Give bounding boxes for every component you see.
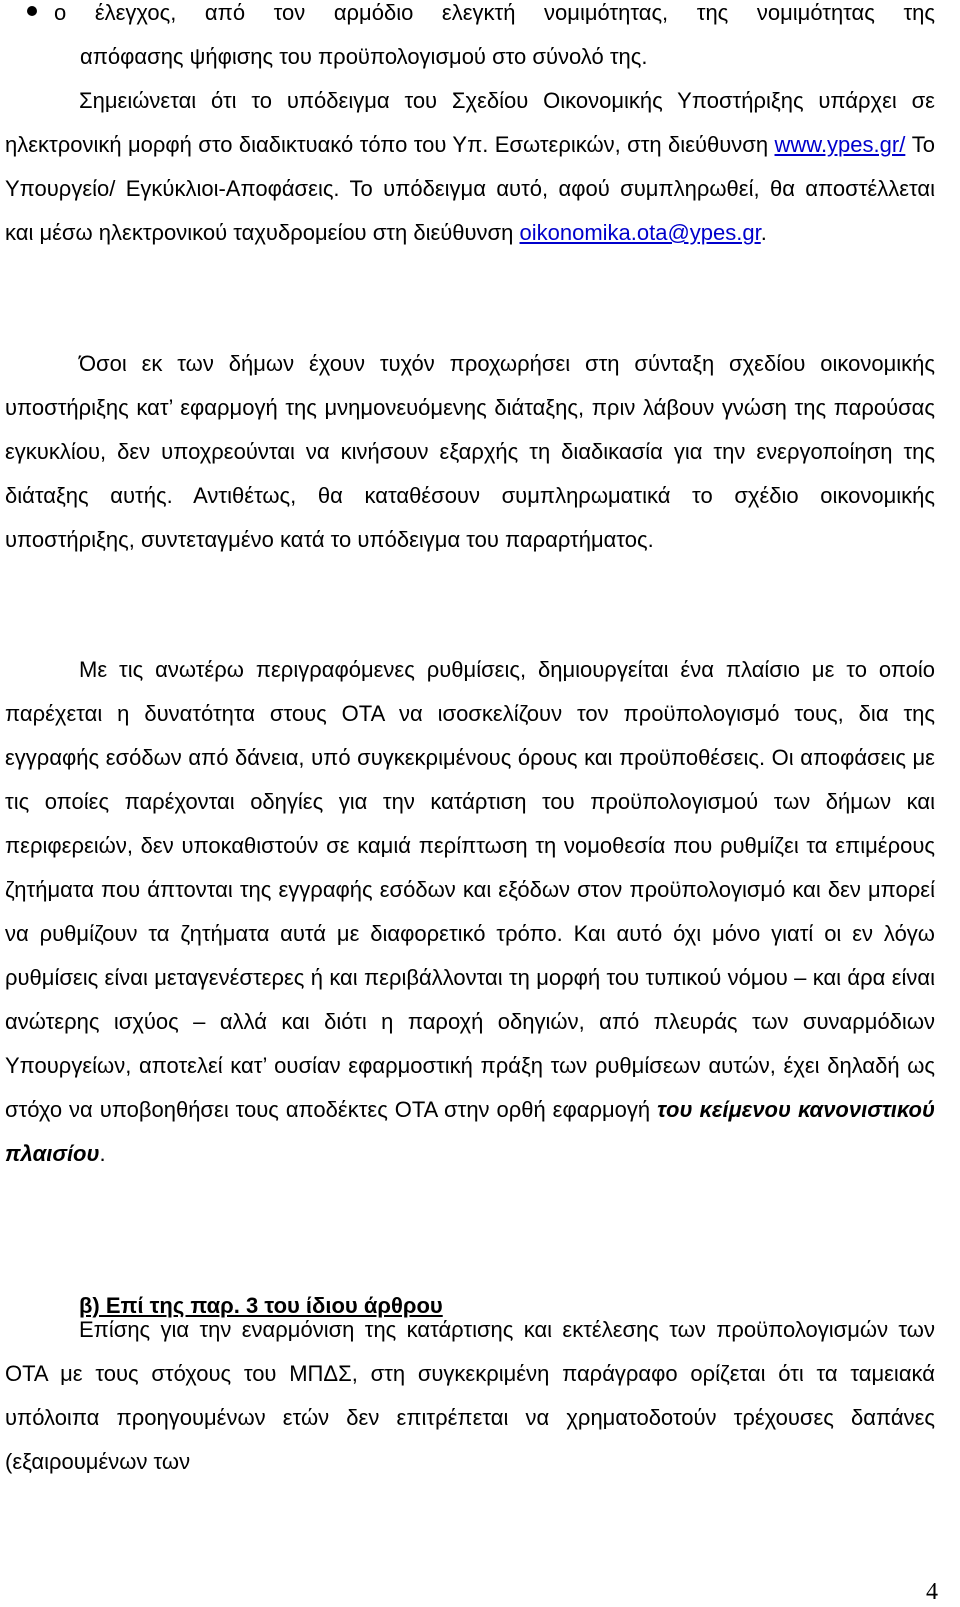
bullet-first-line bbox=[5, 0, 935, 35]
page-number: 4 bbox=[926, 1579, 938, 1605]
bullet-line1-text: ο έλεγχος, από τον αρμόδιο ελεγκτή νομιμότητας, της νομιμότητας της bbox=[54, 0, 935, 25]
paragraph-2: Όσοι εκ των δήμων έχουν τυχόν προχωρήσει στη σύνταξη σχεδίου οικονομικής υποστήριξης κατ’ εφαρμογή της μνημονευόμενης διάταξης, πριν λάβουν γνώση της παρούσας εγκυκλίου, δεν υποχρεούνται να κινήσουν εξαρχής τη διαδικασία για την ενεργοποίηση της διάταξης αυτής. Αντιθέτως, θα καταθέσουν συμπληρωματικά το σχέδιο οικονομικής υποστήριξης, συντεταγμένο κατά το υπόδειγμα του παραρτήματος. bbox=[5, 351, 935, 552]
paragraph-3-end: . bbox=[99, 1141, 106, 1166]
bullet-text-part2: Σημειώνεται ότι το υπόδειγμα του Σχεδίου Οικονομικής Υποστήριξης υπάρχει σε ηλεκτρονική μορφή στο διαδικτυακό τόπο του Υπ. Εσωτερικών, στη διεύθυνση bbox=[5, 88, 935, 157]
bullet-dot-icon bbox=[27, 6, 37, 16]
bullet-note bbox=[5, 79, 935, 255]
paragraph-3 bbox=[5, 648, 935, 1176]
bullet-text-part1: απόφασης ψήφισης του προϋπολογισμού στο σύνολό της. bbox=[80, 44, 648, 69]
paragraph-3-emphasis: του κείμενου κανονιστικού πλαισίου bbox=[5, 1097, 935, 1166]
ypes-website-link[interactable]: www.ypes.gr/ bbox=[774, 132, 906, 157]
paragraph-4: Επίσης για την εναρμόνιση της κατάρτισης και εκτέλεσης των προϋπολογισμών των ΟΤΑ με τους στόχους του ΜΠΔΣ, στη συγκεκριμένη παράγραφο ορίζεται ότι τα ταμειακά υπόλοιπα προηγουμένων ετών δεν επιτρέπεται να χρηματοδοτούν τρέχουσες δαπάνες (εξαιρουμένων των bbox=[5, 1317, 935, 1474]
bullet-rest bbox=[5, 35, 935, 79]
paragraph-3-text: Με τις ανωτέρω περιγραφόμενες ρυθμίσεις, δημιουργείται ένα πλαίσιο με το οποίο παρέχεται η δυνατότητα στους ΟΤΑ να ισοσκελίζουν τον προϋπολογισμό τους, δια της εγγραφής εσόδων από δάνεια, υπό συγκεκριμένους όρους και προϋποθέσεις. Οι αποφάσεις με τις οποίες παρέχονται οδηγίες για την κατάρτιση του προϋπολογισμού των δήμων και περιφερειών, δεν υποκαθιστούν σε καμιά περίπτωση τη νομοθεσία που ρυθμίζει τα επιμέρους ζητήματα που άπτονται της εγγραφής εσόδων και εξόδων στον προϋπολογισμό και δεν μπορεί να ρυθμίζουν τα ζητήματα αυτά με διαφορετικό τρόπο. Και αυτό όχι μόνο γιατί οι εν λόγω ρυθμίσεις είναι μεταγενέστερες ή και περιβάλλονται τη μορφή του τυπικού νόμου – και άρα είναι ανώτερης ισχύος – αλλά και διότι η παροχή οδηγιών, από πλευράς των συναρμόδιων Υπουργείων, αποτελεί κατ’ ουσίαν εφαρμοστική πράξη των ρυθμίσεων αυτών, έχει δηλαδή ως στόχο να υποβοηθήσει τους αποδέκτες ΟΤΑ στην ορθή εφαρμογή bbox=[5, 657, 935, 1122]
bullet-end: . bbox=[760, 220, 767, 245]
section-heading: β) Επί της παρ. 3 του ίδιου άρθρου bbox=[79, 1293, 443, 1318]
email-link[interactable]: oikonomika.ota@ypes.gr bbox=[519, 220, 761, 245]
bullet-text-part3: Το Υπουργείο/ Εγκύκλιοι-Αποφάσεις. Το υπόδειγμα αυτό, αφού συμπληρωθεί, θα αποστέλλεται και μέσω ηλεκτρονικού ταχυδρομείου στη διεύθυνση bbox=[5, 132, 935, 245]
bullet-item bbox=[5, 0, 935, 255]
